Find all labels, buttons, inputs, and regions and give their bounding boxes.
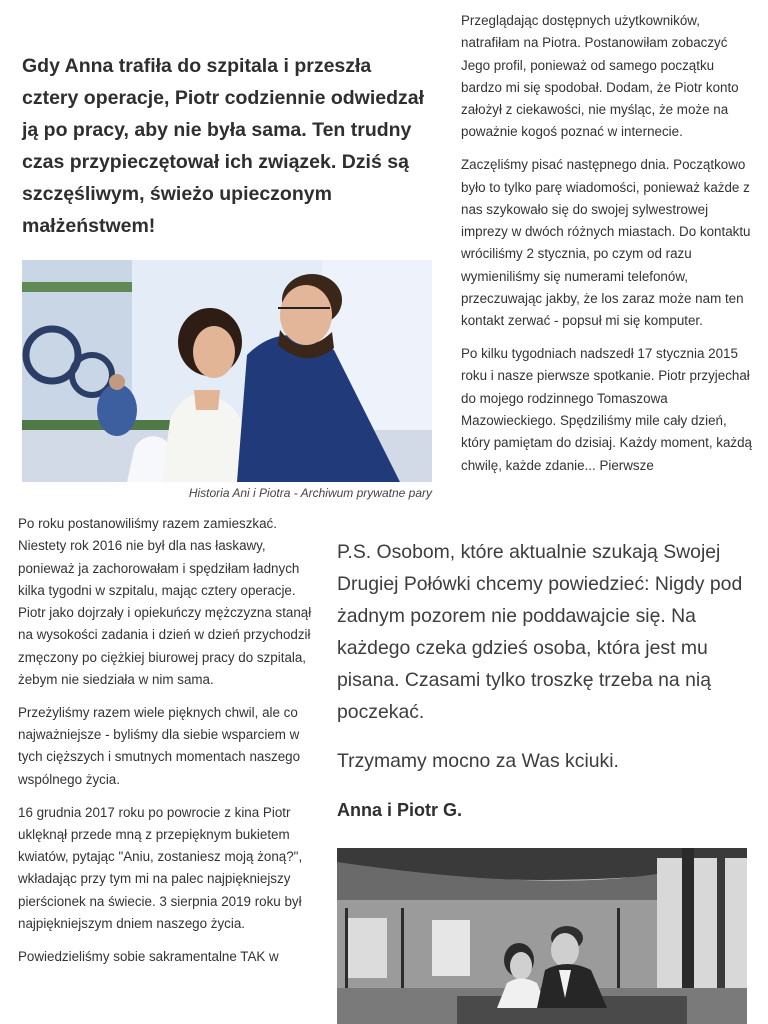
wedding-photo xyxy=(22,260,432,482)
signature: Anna i Piotr G. xyxy=(337,800,463,820)
postscript-paragraph: P.S. Osobom, które aktualnie szukają Swojej Drugiej Połówki chcemy powiedzieć: Nigdy pod żadnym pozorem nie poddawajcie się. Na każdego czeka gdzieś osoba, która jest mu pisana. Czasami tylko troszkę trzeba na nią poczekać. xyxy=(337,541,743,723)
left-column-text xyxy=(18,513,318,1024)
postscript xyxy=(337,536,749,794)
right-column-text xyxy=(461,10,753,510)
paragraph: Po kilku tygodniach nadszedł 17 stycznia 2015 roku i nasze pierwsze spotkanie. Piotr przyjechał do mojego rodzinnego Tomaszowa Mazowieckiego. Spędziliśmy mile cały dzień, który pamiętam do dzisiaj. Każdy moment, każdą chwilę, każde zdanie... Pierwsze xyxy=(461,346,752,473)
photo-caption: Historia Ani i Piotra - Archiwum prywatne pary xyxy=(188,486,432,500)
train-photo xyxy=(337,848,747,1024)
postscript-closing: Trzymamy mocno za Was kciuki. xyxy=(337,750,619,772)
paragraph: Przeżyliśmy razem wiele pięknych chwil, ale co najważniejsze - byliśmy dla siebie wsparciem w tych cięższych i smutnych momentach naszego wspólnego życia. xyxy=(18,704,301,787)
paragraph: Po roku postanowiliśmy razem zamieszkać. Niestety rok 2016 nie był dla nas łaskawy, ponieważ ja zachorowałam i spędziłam ładnych kilka tygodni w szpitalu, mając cztery operacje. Piotr jako dojrzały i opiekuńczy mężczyzna stanął na wysokości zadania i dzień w dzień przychodził zmęczony po ciężkiej biurowej pracy do szpitala, żebym nie siedziała w nim sama. xyxy=(18,516,312,688)
paragraph: Zaczęliśmy pisać następnego dnia. Początkowo było to tylko parę wiadomości, ponieważ każde z nas szykowało się do swojej sylwestrowej imprezy w dwóch różnych miastach. Do kontaktu wróciliśmy 2 stycznia, po czym od razu wymieniliśmy się numerami telefonów, przeczuwając jakby, że los zaraz może nam ten kontakt zerwać - popsuł mi się komputer. xyxy=(461,157,751,329)
article-lead: Gdy Anna trafiła do szpitala i przeszła cztery operacje, Piotr codziennie odwiedzał ją po pracy, aby nie była sama. Ten trudny czas przypieczętował ich związek. Dziś są szczęśliwym, świeżo upieczonym małżeństwem! xyxy=(22,55,425,237)
paragraph: 16 grudnia 2017 roku po powrocie z kina Piotr uklęknął przede mną z przepięknym bukietem kwiatów, pytając "Aniu, zostaniesz moją żoną?", wkładając przy tym mi na palec najpiękniejszy pierścionek na świecie. 3 sierpnia 2019 roku był najpiękniejszym dniem naszego życia. xyxy=(18,804,303,932)
paragraph: Przeglądając dostępnych użytkowników, natrafiłam na Piotra. Postanowiłam zobaczyć Jego profil, ponieważ od samego początku bardzo mi się spodobał. Dodam, że Piotr konto założył z ciekawości, nie myśląc, że może na poważnie kogoś poznać w internecie. xyxy=(461,13,739,140)
train-photo-illustration xyxy=(337,848,747,1024)
paragraph: Powiedzieliśmy sobie sakramentalne TAK w xyxy=(18,948,279,964)
wedding-photo-illustration xyxy=(22,260,432,482)
